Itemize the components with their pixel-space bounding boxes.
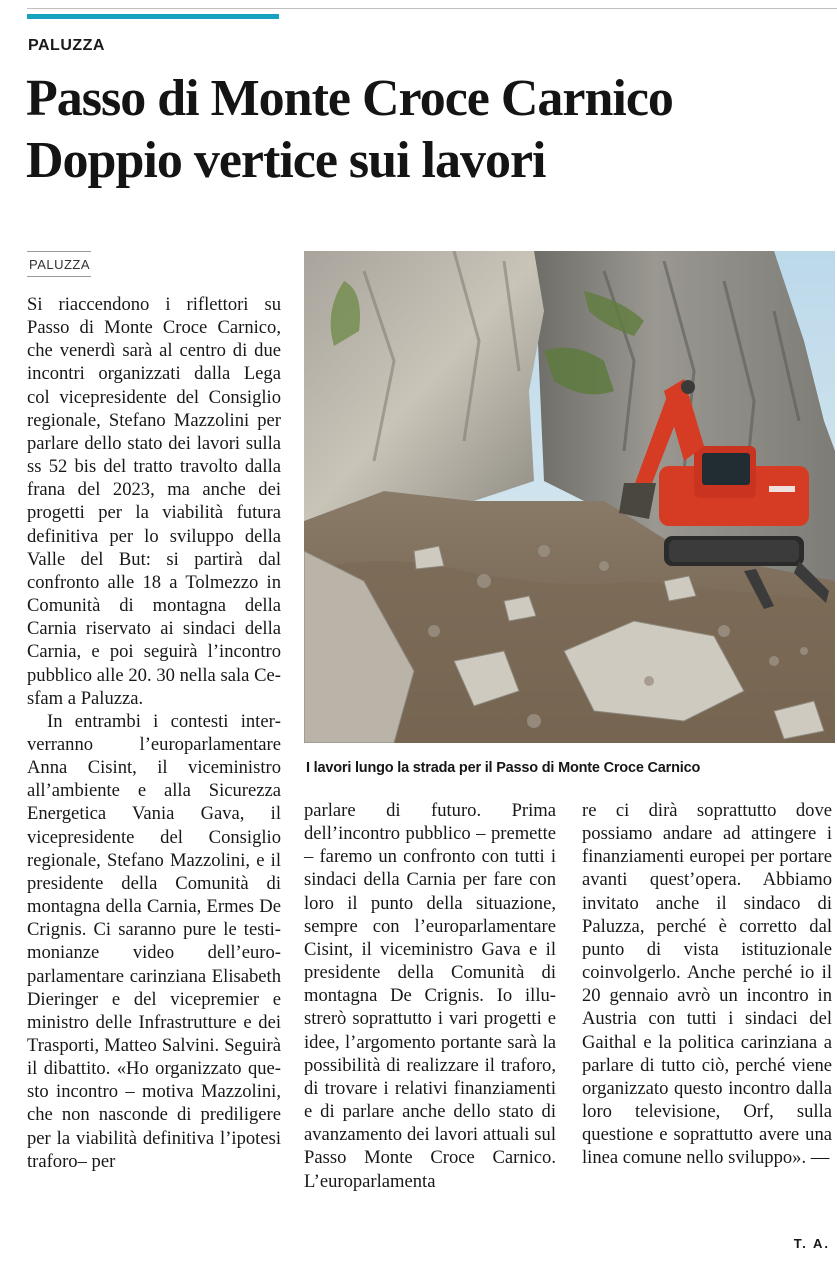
section-accent-bar bbox=[27, 14, 279, 19]
article-column-2-text: parlare di futuro. Prima dell’incontro pubblico – premette – faremo un confronto con tutti i sindaci della Carnia per fare con loro il punto della situazione, sempre con l’europarlamentare Cisint, il viceministro Gava e il presidente della Comunità di montagna De Crignis. Io illustrerò soprattutto i vari progetti e idee, l’argomento portante sarà la possibilità di realizzare il traforo, di trovare i relativi finanziamenti e di parlare anche dello stato di avanzamento dei lavori attuali sul Passo Monte Croce Carnico. L’europarlamenta bbox=[304, 800, 556, 1192]
photo-caption: I lavori lungo la strada per il Passo di Monte Croce Carnico bbox=[306, 760, 701, 776]
photo-illustration bbox=[304, 251, 835, 743]
location-tag: PALUZZA bbox=[27, 251, 91, 277]
author-signature: T. A. bbox=[793, 1236, 830, 1251]
article-column-3 bbox=[582, 799, 832, 1170]
section-kicker: PALUZZA bbox=[28, 37, 105, 54]
headline bbox=[26, 68, 837, 192]
article-column-3-text: re ci dirà soprattutto dove possiamo andare ad attingere i finanziamenti europei per portare avanti quest’opera. Abbiamo invitato anche il sindaco di Paluzza, perché è corretto dal punto di vista istituzionale coinvolgerlo. Anche perché io il 20 gennaio avrò un incontro in Austria con tutti i sindaci del Gaithal e la politica carinziana a parlare di tutto ciò, perché viene organizzato questo incontro dalla loro televisione, Orf, sulla questione e soprattutto avere una linea comune nello sviluppo». — bbox=[582, 800, 832, 1169]
article-column-2 bbox=[304, 799, 556, 1193]
headline-line-1: Passo di Monte Croce Carnico bbox=[26, 70, 673, 127]
article-paragraph-1: Si riaccendono i riflettori su Passo di Monte Croce Carnico, che venerdì sarà al centro di due incontri organizzati dalla Lega col vicepresidente del Consiglio regionale, Stefano Mazzolini per parlare dello stato dei lavori sulla ss 52 bis del tratto travolto dalla frana del 2023, ma anche dei progetti per la viabilità futura definitiva per lo sviluppo della Valle del But: si partirà dal confronto alle 18 a Tolmezzo in Comunità di montagna della Carnia riservato ai sindaci della Carnia, e poi seguirà l’incontro pubblico alle 20. 30 nella sala Cesfam a Paluzza. bbox=[27, 294, 281, 709]
article-column-1 bbox=[27, 293, 281, 1173]
top-rule bbox=[27, 8, 837, 9]
article-paragraph-2: In entrambi i contesti interverranno l’europarlamentare Anna Cisint, il viceministro all’ambiente e alla Sicurezza Energetica Vania Gava, il vicepresidente del Consiglio regionale, Stefano Mazzolini, e il presidente della Comunità di montagna della Carnia, Ermes De Crignis. Ci saranno pure le testimonianze video dell’europarlamentare carinziana Elisabeth Dieringer e del vicepremier e ministro delle Infrastrutture e dei Trasporti, Matteo Salvini. Seguirà il dibattito. «Ho organizzato questo incontro – motiva Mazzolini, che non nasconde di prediligere per la viabilità definitiva l’ipotesi traforo– per bbox=[27, 710, 281, 1172]
article-photo bbox=[304, 251, 835, 743]
headline-line-2: Doppio vertice sui lavori bbox=[26, 132, 546, 189]
